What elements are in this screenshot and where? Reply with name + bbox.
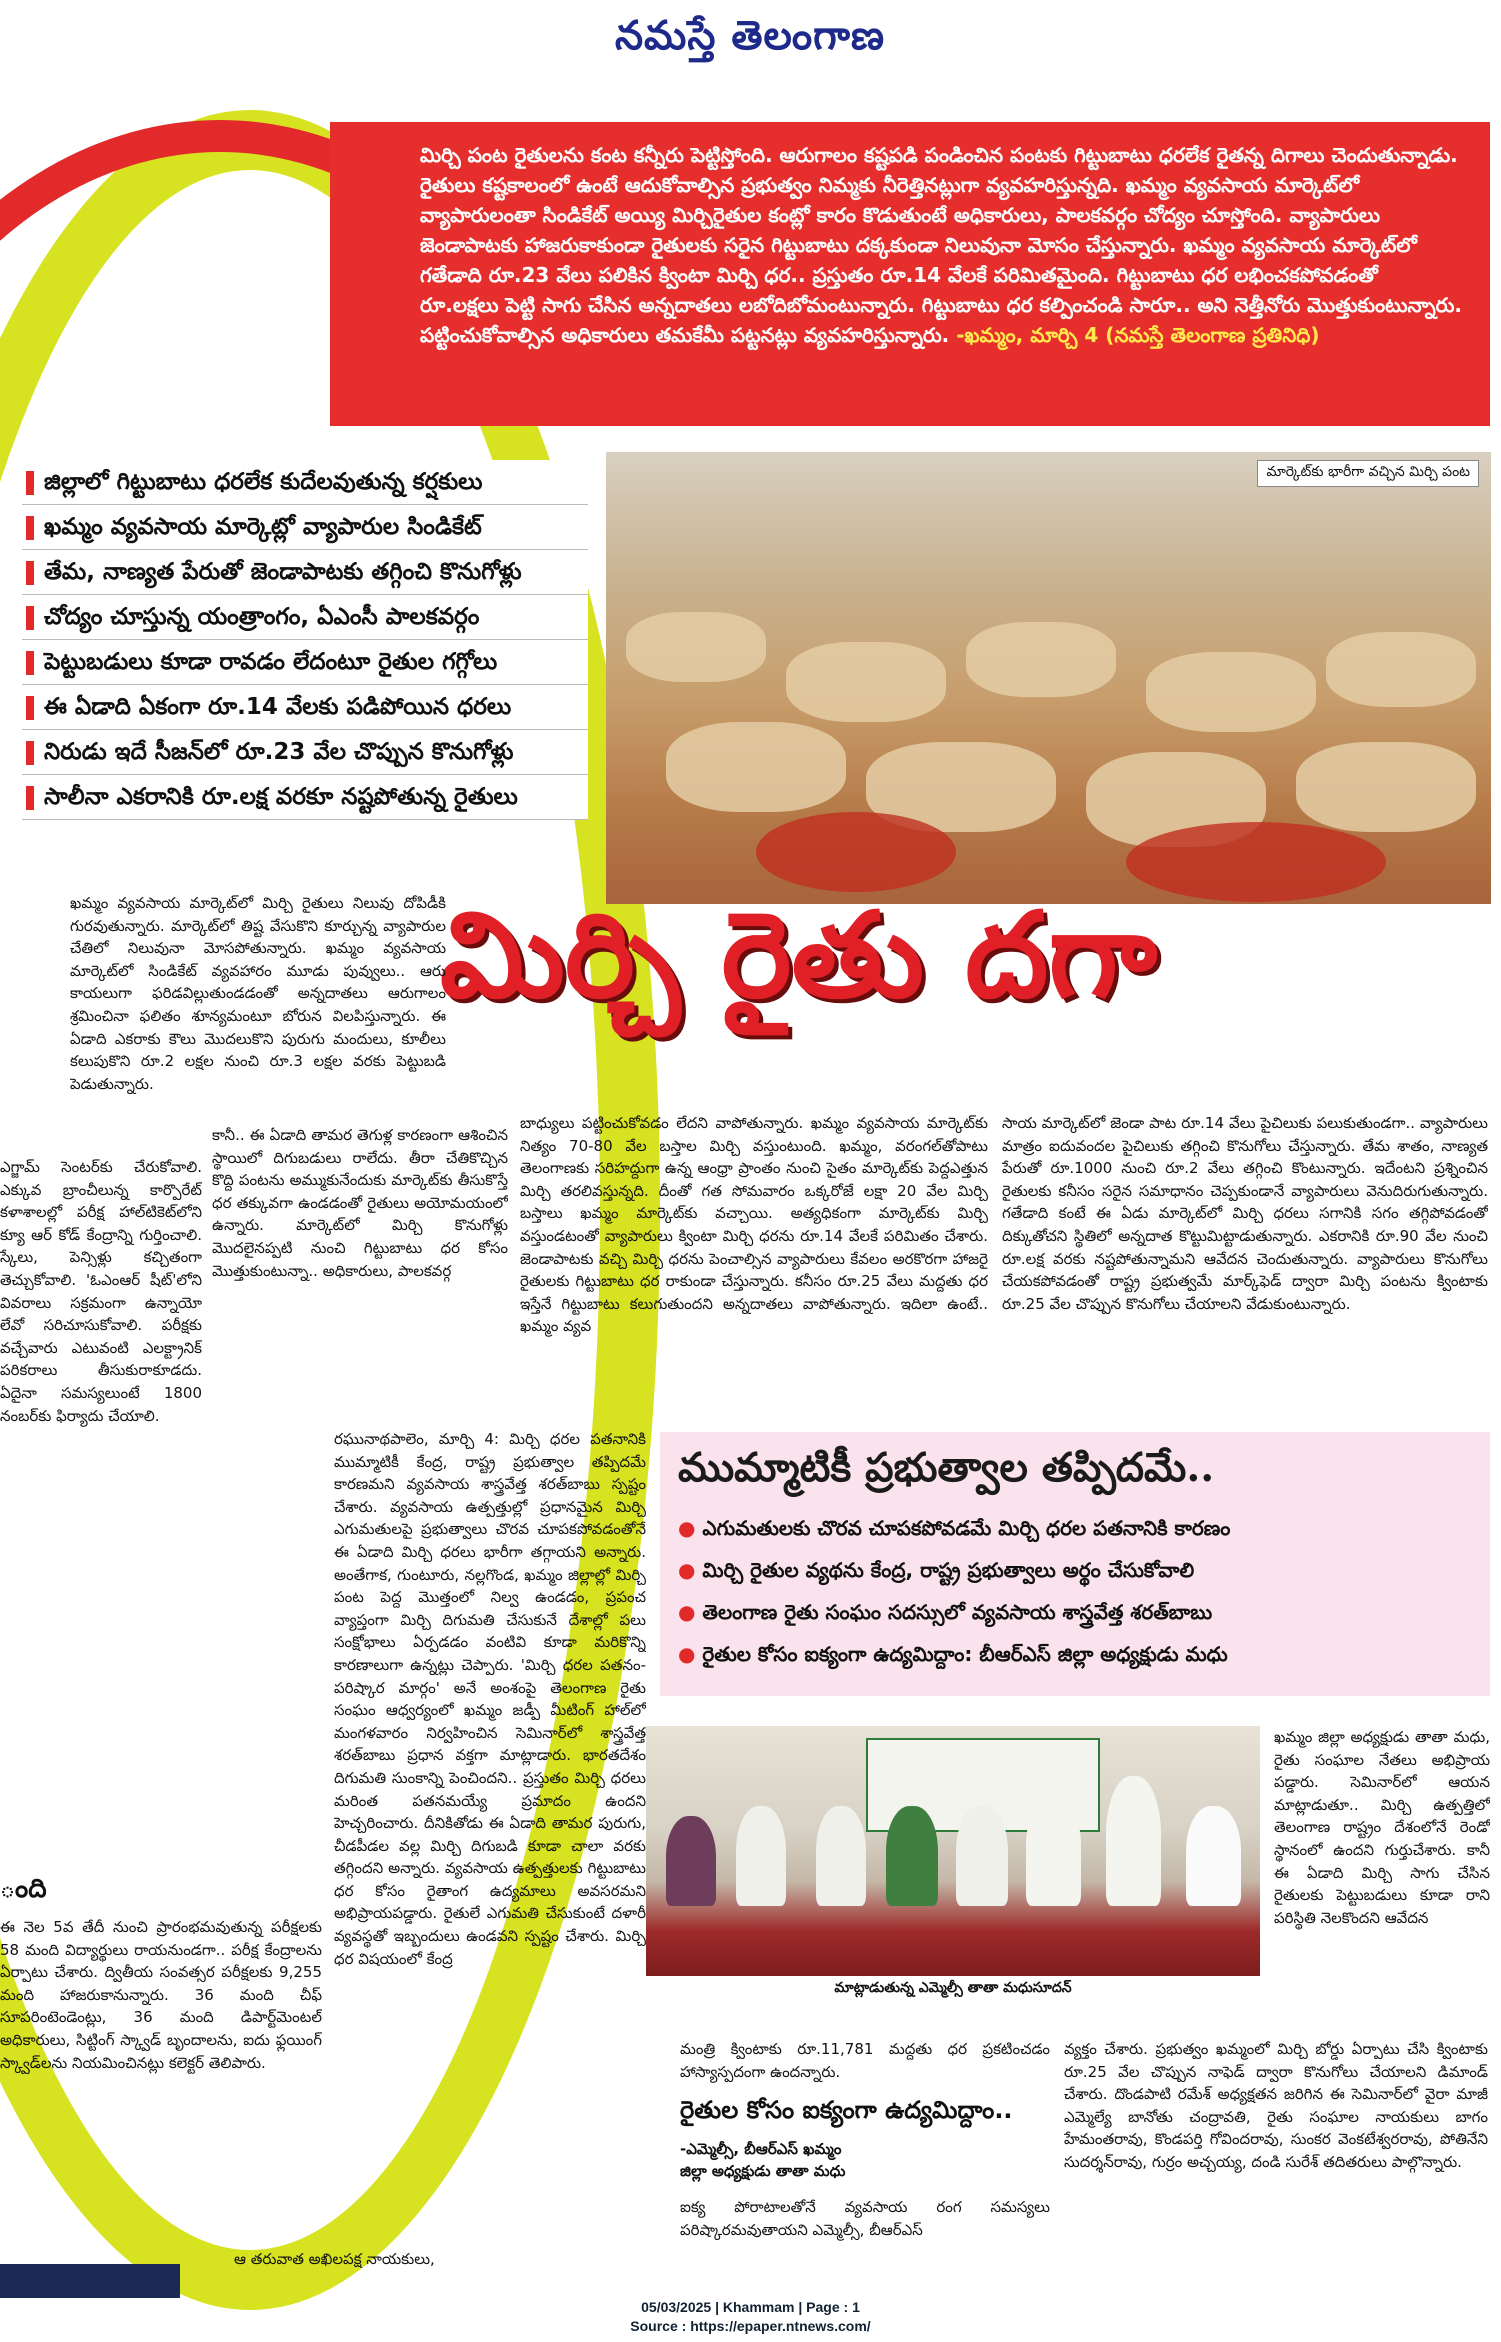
sub-story-column-e: [1274, 1726, 1490, 2026]
deck-line: పెట్టుబడులు కూడా రావడం లేదంటూ రైతుల గగ్గోలు: [22, 640, 588, 685]
footer-date-edition: 05/03/2025 | Khammam | Page : 1: [641, 2299, 860, 2315]
deck-line: సాలీనా ఎకరానికి రూ.లక్ష వరకూ నష్టపోతున్న రైతులు: [22, 775, 588, 820]
seminar-photo-caption: మాట్లాడుతున్న ఎమ్మెల్సీ తాతా మధుసూదన్: [834, 1980, 1072, 1996]
lead-paragraph-box: [330, 122, 1490, 426]
deck-line: జిల్లాలో గిట్టుబాటు ధరలేక కుదేలవుతున్న కర్షకులు: [22, 460, 588, 505]
advert-strip: [0, 2264, 180, 2298]
sub-story-column-h: [680, 2196, 1050, 2266]
article-intro-text: ఖమ్మం వ్యవసాయ మార్కెట్‌లో మిర్చి రైతులు నిలువు దోపిడీకి గురవుతున్నారు. మార్కెట్‌లో తిష్ట వేసుకొని కూర్చున్న వ్యాపారుల చేతిలో నిలువునా మోసపోతున్నారు. ఖమ్మం వ్యవసాయ మార్కెట్‌లో సిండికేట్ వ్యవహారం మూడు పువ్వులు.. ఆరు కాయలుగా ఫరిడవిల్లుతుండడంతో అన్నదాతలు ఆరుగాలం శ్రమించినా ఫలితం శూన్యమంటూ బోరున విలపిస్తున్నారు. ఈ ఏడాది ఎకరాకు కౌలు మొదలుకొని పురుగు మందులు, కూలీలు కలుపుకొని రూ.2 లక్షల నుంచి రూ.3 లక్షల వరకు పెట్టుబడి పెడుతున్నారు.: [70, 894, 446, 1093]
article-column-text: వ్యక్తం చేశారు. ప్రభుత్వం ఖమ్మంలో మిర్చి బోర్డు ఏర్పాటు చేసి క్వింటాకు రూ.25 వేల చొప్పున నాఫెడ్ ద్వారా కొనుగోలు చేయాలని డిమాండ్ చేశారు. దొండపాటి రమేశ్ అధ్యక్షతన జరిగిన ఈ సెమినార్‌లో వైరా మాజీ ఎమ్మెల్యే బానోతు చంద్రావతి, రైతు సంఘాల నాయకులు బాగం హేమంతరావు, కొండపర్తి గోవిందరావు, సుంకర వెంకటేశ్వరరావు, పోతినేని సుదర్శన్‌రావు, గుర్రం అచ్చయ్య, దండి సురేశ్ తదితరులు పాల్గొన్నారు.: [1064, 2040, 1488, 2171]
side-story-text: ఈ నెల 5వ తేదీ నుంచి ప్రారంభమవుతున్న పరీక్షలకు 58 మంది విద్యార్థులు రాయనుండగా.. పరీక్ష కేంద్రాలను ఏర్పాటు చేశారు. ద్వితీయ సంవత్సర పరీక్షలకు 9,255 మంది హాజరుకానున్నారు. 36 మంది చీఫ్ సూపరింటెండెంట్లు, 36 మంది డిపార్ట్‌మెంటల్ అధికారులు, సిట్టింగ్ స్క్వాడ్ బృందాలను, ఐదు ఫ్లయింగ్ స్క్వాడ్‌లను నియమించినట్లు కలెక్టర్ తెలిపారు.: [0, 1918, 322, 2072]
article-column-text: రఘునాథపాలెం, మార్చి 4: మిర్చి ధరల పతనానికి ముమ్మాటికీ కేంద్ర, రాష్ట్ర ప్రభుత్వాల తప్పిదమే కారణమని వ్యవసాయ శాస్త్రవేత్త శరత్‌బాబు స్పష్టం చేశారు. వ్యవసాయ ఉత్పత్తుల్లో ప్రధానమైన మిర్చి ఎగుమతులపై ప్రభుత్వాలు చొరవ చూపకపోవడంతోనే ఈ ఏడాది మిర్చి ధరలు భారీగా తగ్గాయని అన్నారు. అంతేగాక, గుంటూరు, నల్లగొండ, ఖమ్మం జిల్లాల్లో మిర్చి పంట పెద్ద మొత్తంలో నిల్వ ఉండడం, ప్రపంచ వ్యాప్తంగా మిర్చి దిగుమతి చేసుకునే దేశాల్లో పలు సంక్షోభాలు ఏర్పడడం వంటివి కూడా మరికొన్ని కారణాలుగా ఉన్నట్లు చెప్పారు. 'మిర్చి ధరల పతనం-పరిష్కార మార్గం' అనే అంశంపై తెలంగాణ రైతు సంఘం ఆధ్వర్యంలో ఖమ్మం జడ్పీ మీటింగ్ హాల్‌లో మంగళవారం నిర్వహించిన సెమినార్‌లో శాస్త్రవేత్త శరత్‌బాబు ప్రధాన వక్తగా మాట్లాడారు. భారతదేశం దిగుమతి సుంకాన్ని పెంచిందని.. ప్రస్తుతం మిర్చి ధరలు మరింత పతనమయ్యే ప్రమాదం ఉందని హెచ్చరించారు. దీనికితోడు ఈ ఏడాది తామర పురుగు, చీడపీడల వల్ల మిర్చి దిగుబడి కూడా చాలా వరకు తగ్గిందని అన్నారు. వ్యవసాయ ఉత్పత్తులకు గిట్టుబాటు ధర కోసం రైతాంగ ఉద్యమాలు అవసరమని అభిప్రాయపడ్డారు. రైతులే ఎగుమతి చేసుకుంటే దళారీ వ్యవస్థతో ఇబ్బందులు ఉండవని స్పష్టం చేశారు. మిర్చి ధర విషయంలో కేంద్ర: [334, 1430, 646, 1968]
bullet-item: ● మిర్చి రైతుల వ్యథను కేంద్ర, రాష్ట్ర ప్రభుత్వాలు అర్థం చేసుకోవాలి: [678, 1549, 1472, 1591]
sub-story-byline: [680, 2138, 1240, 2182]
side-story-text: ఎగ్జామ్ సెంటర్‌కు చేరుకోవాలి. ఎక్కువ బ్రాంచీలున్న కార్పొరేట్ కళాశాలల్లో పరీక్ష హాల్‌టికెట్‌లోని క్యూ ఆర్ కోడ్ కేంద్రాన్ని గుర్తించాలి. స్కేలు, పెన్సిళ్లు కచ్చితంగా తెచ్చుకోవాలి. 'ఓఎంఆర్ షీట్'లోని వివరాలు సక్రమంగా ఉన్నాయో లేవో సరిచూసుకోవాలి. పరీక్షకు వచ్చేవారు ఎటువంటి ఎలక్ట్రానిక్ పరికరాలు తీసుకురాకూడదు. ఏదైనా సమస్యలుంటే 1800 నంబర్‌కు ఫిర్యాదు చేయాలి.: [0, 1158, 202, 1425]
deck-line: తేమ, నాణ్యత పేరుతో జెండాపాటకు తగ్గించి కొనుగోళ్లు: [22, 550, 588, 595]
byline-line: జిల్లా అధ్యక్షుడు తాతా మధు: [680, 2162, 846, 2180]
market-chilli-photo: [606, 452, 1491, 904]
seminar-photo: [646, 1726, 1260, 1976]
article-column-text: మంత్రి క్వింటాకు రూ.11,781 మద్దతు ధర ప్రకటించడం హాస్యాస్పదంగా ఉందన్నారు.: [680, 2040, 1050, 2081]
article-column-a: [212, 1124, 508, 1424]
article-column-text: బాధ్యులు పట్టించుకోవడం లేదని వాపోతున్నారు. ఖమ్మం వ్యవసాయ మార్కెట్‌కు నిత్యం 70-80 వేల బస్తాల మిర్చి వస్తుంటుంది. ఖమ్మం, వరంగల్‌తోపాటు తెలంగాణకు సరిహద్దుగా ఉన్న ఆంధ్రా ప్రాంతం నుంచి సైతం మార్కెట్‌కు పెద్దఎత్తున మిర్చి తరలివస్తున్నది. దీంతో గత సోమవారం ఒక్కరోజే లక్షా 20 వేల మిర్చి బస్తాలు ఖమ్మం మార్కెట్‌కు వచ్చాయి. అత్యధికంగా మార్కెట్‌కు మిర్చి వస్తుండటంతో వ్యాపారులు క్వింటా మిర్చి ధరను రూ.14 వేలకే పరిమితం చేశారు. జెండాపాటకు వచ్చి మిర్చి ధరను పెంచాల్సిన వ్యాపారులు కేవలం అరకొరగా హాజరై రైతులకు గిట్టుబాటు ధర రాకుండా చేస్తున్నారు. కనీసం రూ.25 వేలు మద్దతు ధర ఇస్తేనే గిట్టుబాటు కలుగుతుందని అన్నదాతలు వాపోతున్నారు. ఇదిలా ఉంటే.. ఖమ్మం వ్యవ: [520, 1114, 988, 1336]
footer-source[interactable]: Source : https://epaper.ntnews.com/: [630, 2318, 871, 2334]
article-column-text: ఖమ్మం జిల్లా అధ్యక్షుడు తాతా మధు, రైతు సంఘాల నేతలు అభిప్రాయ పడ్డారు. సెమినార్‌లో ఆయన మాట్లాడుతూ.. మిర్చి ఉత్పత్తిలో తెలంగాణ రాష్ట్రం దేశంలోనే రెండో స్థానంలో ఉందని గుర్తుచేశారు. కానీ ఈ ఏడాది మిర్చి సాగు చేసిన రైతులకు పెట్టుబడులు కూడా రాని పరిస్థితి నెలకొందని ఆవేదన: [1274, 1728, 1490, 1927]
sub-story-title: ముమ్మాటికీ ప్రభుత్వాల తప్పిదమే..: [678, 1444, 1215, 1491]
sub-story-banner: [660, 1432, 1490, 1696]
deck-line: ఖమ్మం వ్యవసాయ మార్కెట్లో వ్యాపారుల సిండికేట్: [22, 505, 588, 550]
deck-line: ఈ ఏడాది ఏకంగా రూ.14 వేలకు పడిపోయిన ధరలు: [22, 685, 588, 730]
deck-line: చోద్యం చూస్తున్న యంత్రాంగం, ఏఎంసీ పాలకవర్గం: [22, 595, 588, 640]
sub-story-bullets: [678, 1507, 1472, 1675]
article-column-b: [520, 1112, 988, 1424]
side-story-subhead: ంది: [0, 1874, 47, 1904]
masthead-logo: నమస్తే తెలంగాణ: [614, 12, 886, 59]
bullet-item: ● ఎగుమతులకు చొరవ చూపకపోవడమే మిర్చి ధరల పతనానికి కారణం: [678, 1507, 1472, 1549]
deck-line: నిరుడు ఇదే సీజన్‌లో రూ.23 వేల చొప్పున కొనుగోళ్లు: [22, 730, 588, 775]
story-decks: [22, 460, 588, 820]
article-column-c: [1002, 1112, 1488, 1424]
sub-story-subhead: రైతుల కోసం ఐక్యంగా ఉద్యమిద్దాం..: [680, 2096, 1013, 2124]
side-story-column-2: [0, 1916, 322, 2256]
photo-caption: మార్కెట్‌కు భారీగా వచ్చిన మిర్చి పంట: [1257, 460, 1479, 487]
bullet-item: ● తెలంగాణ రైతు సంఘం సదస్సులో వ్యవసాయ శాస్త్రవేత్త శరత్‌బాబు: [678, 1591, 1472, 1633]
article-column-text: ఆ తరువాత అఖిలపక్ష నాయకులు,: [234, 2250, 435, 2268]
article-column-i: [234, 2248, 554, 2272]
side-story-column: [0, 1156, 202, 1856]
main-headline: మిర్చి రైతు దగా: [440, 885, 1158, 1024]
article-column-text: సాయ మార్కెట్‌లో జెండా పాట రూ.14 వేలు పైచిలుకు పలుకుతుండగా.. వ్యాపారులు మాత్రం ఐదువందల పైచిలుకు తగ్గించి కొనుగోలు చేస్తున్నారు. తేమ శాతం, నాణ్యత పేరుతో రూ.1000 నుంచి రూ.2 వేలు తగ్గించి కొంటున్నారు. ఇదేంటని ప్రశ్నించిన రైతులకు కనీసం సరైన సమాధానం చెప్పకుండానే వ్యాపారులు వెనుదిరుగుతున్నారు. గతేడాది కంటే ఈ ఏడు మార్కెట్‌లో మిర్చి ధరలు సగానికి సగం తగ్గిపోవడంతో దిక్కుతోచని స్థితిలో అన్నదాత కొట్టుమిట్టాడుతున్నారు. ఎకరానికి రూ.90 వేల నుంచి రూ.లక్ష వరకు నష్టపోతున్నామని ఆవేదన చెందుతున్నారు. వ్యాపారులు కొనుగోలు చేయకపోవడంతో రాష్ట్ర ప్రభుత్వమే మార్క్‌ఫెడ్ ద్వారా మిర్చి పంటను క్వింటాకు రూ.25 వేల చొప్పున కొనుగోలు చేయాలని వేడుకుంటున్నారు.: [1002, 1114, 1488, 1313]
article-column-text: కానీ.. ఈ ఏడాది తామర తెగుళ్ల కారణంగా ఆశించిన స్థాయిలో దిగుబడులు రాలేదు. తీరా చేతికొచ్చిన కొద్ది పంటను అమ్ముకునేందుకు మార్కెట్‌కు తీసుకొస్తే ధర తక్కువగా ఉండడంతో రైతులు అయోమయంలో ఉన్నారు. మార్కెట్‌లో మిర్చి కొనుగోళ్లు మొదలైనప్పటి నుంచి గిట్టుబాటు ధర కోసం మొత్తుకుంటున్నా.. అధికారులు, పాలకవర్గ: [212, 1126, 508, 1280]
sub-story-column-f: [680, 2038, 1050, 2088]
article-column-text: ఐక్య పోరాటాలతోనే వ్యవసాయ రంగ సమస్యలు పరిష్కారమవుతాయని ఎమ్మెల్సీ, బీఆర్‌ఎస్: [680, 2198, 1050, 2239]
bullet-item: ● రైతుల కోసం ఐక్యంగా ఉద్యమిద్దాం: బీఆర్‌ఎస్ జిల్లా అధ్యక్షుడు మధు: [678, 1633, 1472, 1675]
lead-text: మిర్చి పంట రైతులను కంట కన్నీరు పెట్టిస్తోంది. ఆరుగాలం కష్టపడి పండించిన పంటకు గిట్టుబాటు ధరలేక రైతన్న దిగాలు చెందుతున్నాడు. రైతులు కష్టకాలంలో ఉంటే ఆదుకోవాల్సిన ప్రభుత్వం నిమ్మకు నీరెత్తినట్లుగా వ్యవహరిస్తున్నది. ఖమ్మం వ్యవసాయ మార్కెట్‌లో వ్యాపారులంతా సిండికేట్ అయ్యి మిర్చిరైతుల కంట్లో కారం కొడుతుంటే అధికారులు, పాలకవర్గం చోద్యం చూస్తోంది. వ్యాపారులు జెండాపాటకు హాజరుకాకుండా రైతులకు సరైన గిట్టుబాటు దక్కకుండా నిలువునా మోసం చేస్తున్నారు. ఖమ్మం వ్యవసాయ మార్కెట్‌లో గతేడాది రూ.23 వేలు పలికిన క్వింటా మిర్చి ధర.. ప్రస్తుతం రూ.14 వేలకే పరిమితమైంది. గిట్టుబాటు ధర లభించకపోవడంతో రూ.లక్షలు పెట్టి సాగు చేసిన అన్నదాతలు లబోదిబోమంటున్నారు. గిట్టుబాటు ధర కల్పించండి సారూ.. అని నెత్తీనోరు మొత్తుకుంటున్నారు. పట్టించుకోవాల్సిన అధికారులు తమకేమీ పట్టనట్లు వ్యవహరిస్తున్నారు.: [420, 143, 1463, 347]
lead-dateline: -ఖమ్మం, మార్చి 4 (నమస్తే తెలంగాణ ప్రతినిధి): [956, 323, 1320, 347]
sub-story-column-d: [334, 1428, 646, 2266]
article-intro-column: [70, 892, 446, 1124]
byline-line: -ఎమ్మెల్సీ, బీఆర్‌ఎస్ ఖమ్మం: [680, 2140, 842, 2158]
page-footer: [0, 2298, 1501, 2338]
